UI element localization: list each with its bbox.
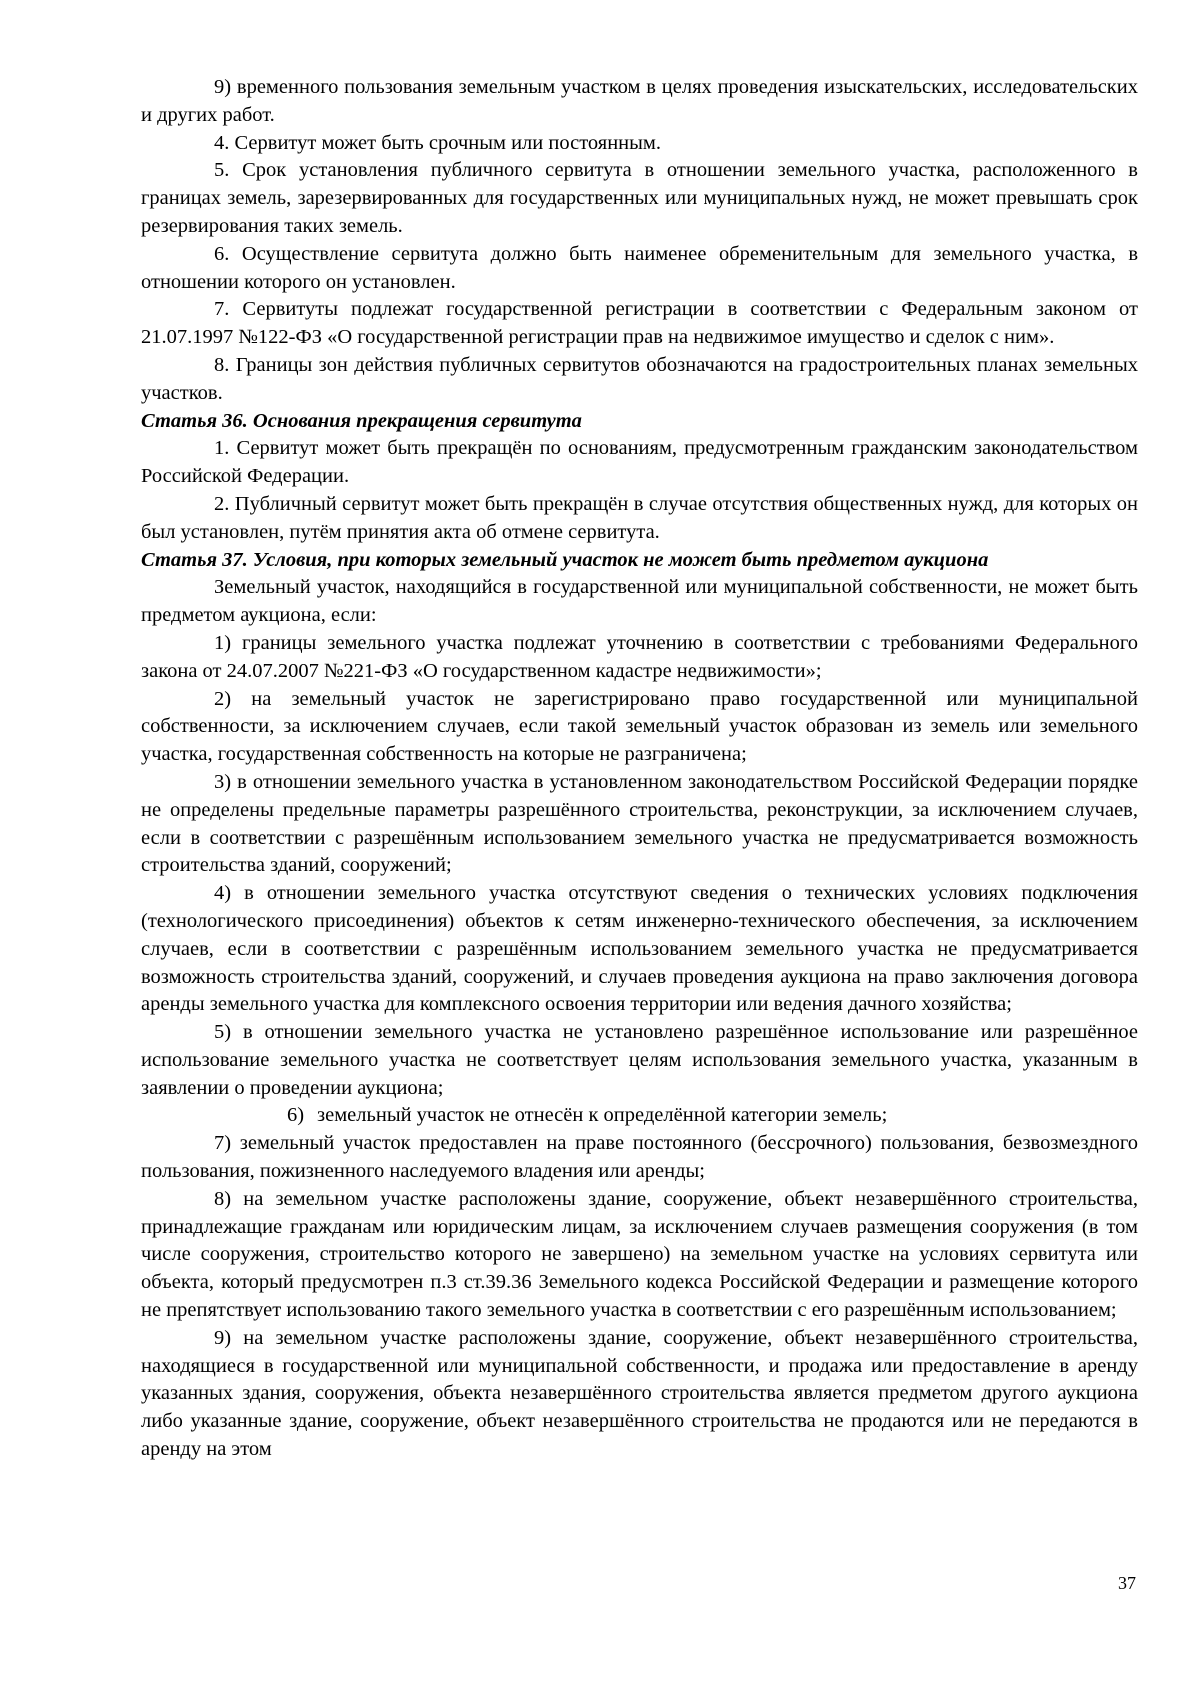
paragraph-6-least-burdensome: 6. Осуществление сервитута должно быть наименее обременительным для земельного участка, в отношении которого он установлен. bbox=[141, 242, 1138, 293]
list-item-4: 4) в отношении земельного участка отсутствуют сведения о технических условиях подключения (технологического присоединения) объектов к сетям инженерно-технического обеспечения, за исключением случаев, если в соответствии с разрешённым использованием земельного участка не предусматривается возможность строительства зданий, сооружений, и случаев проведения аукциона на право заключения договора аренды земельного участка для комплексного освоения территории или ведения дачного хозяйства; bbox=[141, 882, 1138, 1016]
paragraph-4-servitude-term: 4. Сервитут может быть срочным или постоянным. bbox=[214, 131, 662, 154]
page-number: 37 bbox=[1118, 1573, 1136, 1593]
list-item-1: 1) границы земельного участка подлежат уточнению в соответствии с требованиями Федерального закона от 24.07.2007 №221-ФЗ «О государственном кадастре недвижимости»; bbox=[141, 631, 1138, 682]
list-item-5: 5) в отношении земельного участка не установлено разрешённое использование или разрешённое использование земельного участка не соответствует целям использования земельного участка, указанным в заявлении о проведении аукциона; bbox=[141, 1021, 1138, 1099]
paragraph-7-state-registration: 7. Сервитуты подлежат государственной регистрации в соответствии с Федеральным законом от 21.07.1997 №122-ФЗ «О государственной регистрации прав на недвижимое имущество и сделок с ним». bbox=[141, 298, 1138, 349]
list-item-7: 7) земельный участок предоставлен на праве постоянного (бессрочного) пользования, безвозмездного пользования, пожизненного наследуемого владения или аренды; bbox=[141, 1132, 1138, 1183]
list-item-6-number: 6) bbox=[287, 1104, 305, 1127]
paragraph-36-2: 2. Публичный сервитут может быть прекращён в случае отсутствия общественных нужд, для которых он был установлен, путём принятия акта об отмене сервитута. bbox=[141, 492, 1138, 543]
list-item-3: 3) в отношении земельного участка в установленном законодательством Российской Федерации порядке не определены предельные параметры разрешённого строительства, реконструкции, за исключением случаев, если в соответствии с разрешённым использованием земельного участка не предусматривается возможность строительства зданий, сооружений; bbox=[141, 770, 1138, 877]
paragraph-37-intro: Земельный участок, находящийся в государственной или муниципальной собственности, не может быть предметом аукциона, если: bbox=[141, 576, 1138, 627]
paragraph-8-zone-boundaries: 8. Границы зон действия публичных сервитутов обозначаются на градостроительных планах земельных участков. bbox=[141, 353, 1138, 404]
list-item-6 bbox=[141, 1102, 1138, 1130]
list-item-9: 9) на земельном участке расположены здание, сооружение, объект незавершённого строительства, находящиеся в государственной или муниципальной собственности, и продажа или предоставление в аренду указанных здания, сооружения, объекта незавершённого строительства является предметом другого аукциона либо указанные здание, сооружение, объект незавершённого строительства не продаются или не передаются в аренду на этом bbox=[141, 1326, 1138, 1461]
article-36-heading: Статья 36. Основания прекращения сервитута bbox=[141, 409, 582, 432]
list-item-6-text: земельный участок не отнесён к определённой категории земель; bbox=[317, 1104, 888, 1127]
document-page bbox=[141, 74, 1138, 1464]
paragraph-item-9-temporary-use: 9) временного пользования земельным участком в целях проведения изыскательских, исследовательских и других работ. bbox=[141, 76, 1138, 126]
list-item-2: 2) на земельный участок не зарегистрировано право государственной или муниципальной собственности, за исключением случаев, если такой земельный участок образован из земель или земельного участка, государственная собственность на которые не разграничена; bbox=[141, 687, 1138, 766]
list-item-8: 8) на земельном участке расположены здание, сооружение, объект незавершённого строительства, принадлежащие гражданам или юридическим лицам, за исключением случаев размещения сооружения (в том числе сооружения, строительство которого не завершено) на земельном участке на условиях сервитута или объекта, который предусмотрен п.3 ст.39.36 Земельного кодекса Российской Федерации и размещение которого не препятствует использованию такого земельного участка в соответствии с его разрешённым использованием; bbox=[141, 1187, 1138, 1322]
paragraph-5-public-servitude-term: 5. Срок установления публичного сервитута в отношении земельного участка, расположенного в границах земель, зарезервированных для государственных или муниципальных нужд, не может превышать срок резервирования таких земель. bbox=[141, 159, 1138, 237]
article-37-heading: Статья 37. Условия, при которых земельный участок не может быть предметом аукциона bbox=[141, 548, 989, 571]
paragraph-36-1: 1. Сервитут может быть прекращён по основаниям, предусмотренным гражданским законодательством Российской Федерации. bbox=[141, 437, 1138, 488]
